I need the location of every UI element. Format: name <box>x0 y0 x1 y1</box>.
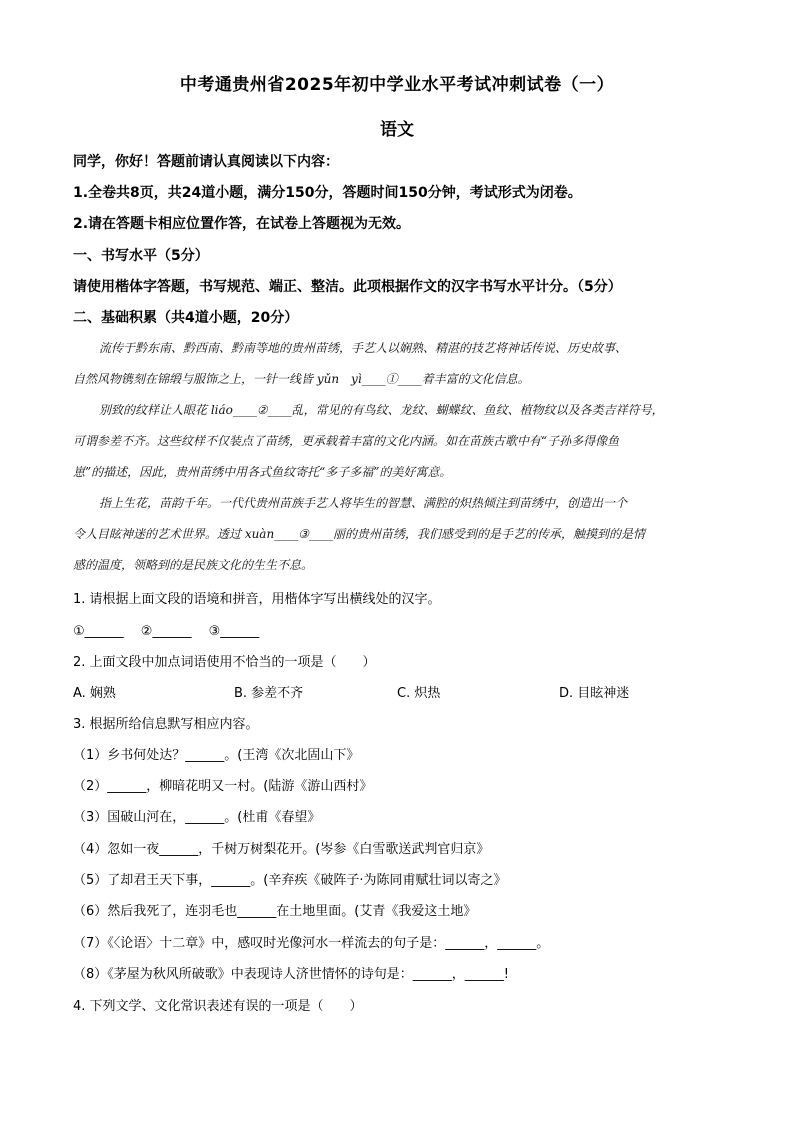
instructions-item-2: 2.请在答题卡相应位置作答，在试卷上答题视为无效。 <box>73 216 411 232</box>
question-3-item-3[interactable]: （3）国破山河在，______。(杜甫《春望》 <box>73 810 321 825</box>
passage-line: 崽”的描述，因此，贵州苗绣中用各式鱼纹寄托“多子多福”的美好寓意。 <box>73 465 452 479</box>
passage-line: 流传于黔东南、黔西南、黔南等地的贵州苗绣，手艺人以娴熟、精湛的技艺将神话传说、历史故事、 <box>99 341 628 355</box>
question-4: 4. 下列文学、文化常识表述有误的一项是（ ） <box>73 999 363 1014</box>
passage-line: 别致的纹样让人眼花 liáo____②____乱，常见的有鸟纹、龙纹、蝴蝶纹、鱼纹、植物纹以及各类吉祥符号， <box>99 403 664 417</box>
section-2-heading: 二、基础积累（共4道小题，20分） <box>73 310 299 326</box>
instructions-greeting: 同学，你好！答题前请认真阅读以下内容： <box>73 154 339 170</box>
instructions-item-1: 1.全卷共8页，共24道小题，满分150分，答题时间150分钟，考试形式为闭卷。 <box>73 185 582 201</box>
question-1-blanks[interactable]: ①______ ②______ ③______ <box>73 624 260 639</box>
passage-line: 可谓参差不齐。这些纹样不仅装点了苗绣，更承载着丰富的文化内涵。如在苗族古歌中有“子孙多得像鱼 <box>73 434 620 448</box>
passage-paragraph-2 <box>73 395 723 426</box>
section-1-heading: 一、书写水平（5分） <box>73 248 209 264</box>
question-3-item-2[interactable]: （2）______，柳暗花明又一村。(陆游《游山西村》 <box>73 779 373 794</box>
passage-line: 指上生花，苗韵千年。一代代贵州苗族手艺人将毕生的智慧、满腔的炽热倾注到苗绣中，创造出一个 <box>99 496 628 510</box>
question-2-option-c[interactable]: C. 炽热 <box>397 686 441 701</box>
passage-paragraph-1-cont <box>73 364 723 395</box>
question-1: 1. 请根据上面文段的语境和拼音，用楷体字写出横线处的汉字。 <box>73 592 441 607</box>
passage-line: 自然风物镌刻在锦缎与服饰之上，一针一线皆 yǔn yì____①____着丰富的文化信息。 <box>73 372 530 386</box>
passage-paragraph-3-cont <box>73 550 723 581</box>
question-2-option-d[interactable]: D. 目眩神迷 <box>559 686 630 701</box>
reading-passage <box>73 333 723 581</box>
question-3-item-8[interactable]: （8）《茅屋为秋风所破歌》中表现诗人济世情怀的诗句是：______，______! <box>73 967 509 982</box>
passage-line: 感的温度，领略到的是民族文化的生生不息。 <box>73 558 314 572</box>
passage-line: 令人目眩神迷的艺术世界。透过 xuàn____③____丽的贵州苗绣，我们感受到的是手艺的传承，触摸到的是情 <box>73 527 645 541</box>
question-3-item-6[interactable]: （6）然后我死了，连羽毛也______在土地里面。(艾青《我爱这土地》 <box>73 904 477 919</box>
passage-paragraph-1 <box>73 333 723 364</box>
question-3-item-4[interactable]: （4）忽如一夜______，千树万树梨花开。(岑参《白雪歌送武判官归京》 <box>73 842 490 857</box>
exam-title: 中考通贵州省2025年初中学业水平考试冲刺试卷（一） <box>179 75 615 95</box>
question-3: 3. 根据所给信息默写相应内容。 <box>73 717 259 732</box>
question-3-item-1[interactable]: （1）乡书何处达？______。(王湾《次北固山下》 <box>73 748 360 763</box>
passage-paragraph-2-cont <box>73 457 723 488</box>
section-1-text: 请使用楷体字答题，书写规范、端正、整洁。此项根据作文的汉字书写水平计分。（5分） <box>73 279 622 295</box>
question-2: 2. 上面文段中加点词语使用不恰当的一项是（ ） <box>73 655 376 670</box>
passage-paragraph-2-cont <box>73 426 723 457</box>
passage-paragraph-3 <box>73 488 723 519</box>
question-2-option-b[interactable]: B. 参差不齐 <box>234 686 304 701</box>
question-2-option-a[interactable]: A. 娴熟 <box>73 686 116 701</box>
question-3-item-5[interactable]: （5）了却君王天下事，______。(辛弃疾《破阵子·为陈同甫赋壮词以寄之》 <box>73 873 507 888</box>
question-3-item-7[interactable]: （7）《〈论语〉十二章》中，感叹时光像河水一样流去的句子是：______，______。 <box>73 936 550 951</box>
passage-paragraph-3-cont <box>73 519 723 550</box>
subject-title: 语文 <box>380 120 414 140</box>
